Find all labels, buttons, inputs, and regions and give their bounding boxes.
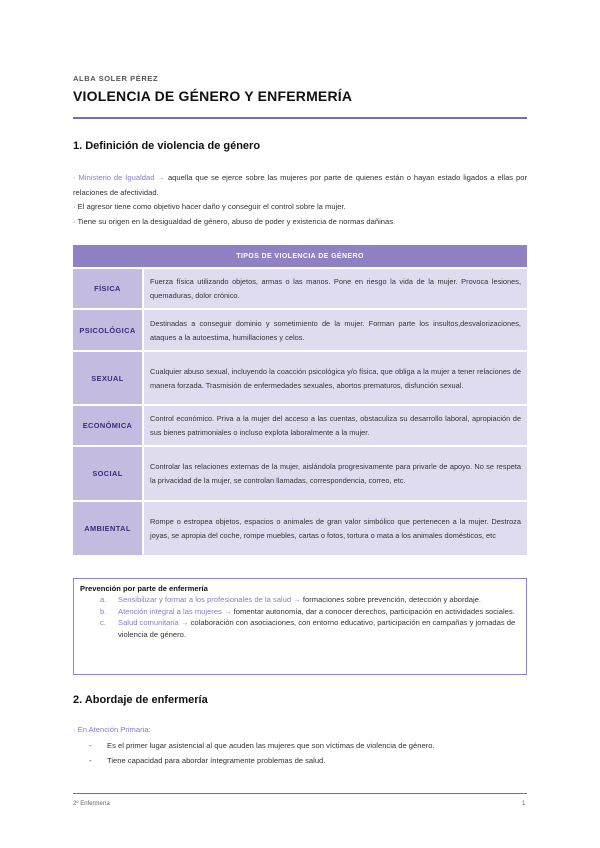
- category-cell: PSICOLÓGICA: [73, 310, 144, 350]
- description-text: Cualquier abuso sexual, incluyendo la coacción psicológica y/o física, que obliga a la mujer a tener relaciones de manera forzada. Trasmisión de enfermedades sexuales, abortos prematuros, disfunción sexual.: [150, 366, 521, 390]
- list-item: [73, 738, 527, 753]
- atencion-integral-link[interactable]: Atención integral a las mujeres →: [118, 606, 232, 616]
- bullet: ·: [73, 173, 79, 182]
- description-text: Control económico. Priva a la mujer del acceso a las cuentas, obstaculiza su desarrollo laboral, apropiación de sus bienes patrimoniales o incluso explota laboralmente a la mujer.: [150, 414, 521, 437]
- section-heading-abordaje: 2. Abordaje de enfermería: [73, 694, 208, 706]
- list-item: [80, 617, 520, 640]
- category-cell: FÍSICA: [73, 269, 144, 308]
- list-item-text: [118, 606, 515, 618]
- abordaje-list: [73, 738, 527, 768]
- table-row: [73, 447, 527, 502]
- table-header: TIPOS DE VIOLENCIA DE GÉNERO: [73, 245, 527, 269]
- description-cell: [144, 310, 527, 350]
- document-title: VIOLENCIA DE GÉNERO Y ENFERMERÍA: [73, 88, 353, 104]
- description-text: Destinadas a conseguir dominio y sometimiento de la mujer. Forman parte los insultos,desvalorizaciones, ataques a la autoestima, humillaciones y celos.: [150, 318, 521, 342]
- prevention-list: [80, 594, 520, 640]
- author-name: ALBA SOLER PÉREZ: [73, 74, 159, 83]
- title-divider: [73, 117, 527, 119]
- description-cell: [144, 352, 527, 404]
- category-cell: SOCIAL: [73, 447, 144, 500]
- list-marker: a.: [100, 595, 107, 604]
- salud-comunitaria-link[interactable]: Salud comunitaria →: [118, 618, 189, 627]
- list-item-text: Tiene capacidad para abordar íntegramente problemas de salud.: [107, 756, 326, 765]
- atencion-primaria-subheading: · En Atención Primaria:: [73, 725, 151, 734]
- table-row: [73, 352, 527, 406]
- list-item-text: Es el primer lugar asistencial al que acuden las mujeres que son víctimas de violencia de género.: [107, 741, 435, 750]
- category-cell: ECONÓMICA: [73, 406, 144, 445]
- aggressor-line: · El agresor tiene como objetivo hacer daño y conseguir el control sobre la mujer.: [73, 202, 346, 211]
- definition-line: [73, 171, 527, 200]
- list-item: [73, 753, 527, 768]
- origin-line: · Tiene su origen en la desigualdad de género, abuso de poder y existencia de normas dañinas.: [73, 216, 396, 226]
- footer-course: 2º Enfermería: [73, 801, 110, 807]
- prevention-box: [73, 578, 527, 675]
- section-heading-definition: 1. Definición de violencia de género: [73, 140, 261, 152]
- violence-types-table: [73, 245, 527, 557]
- list-marker: -: [89, 741, 92, 750]
- footer-divider: [73, 793, 527, 794]
- description-cell: [144, 269, 527, 308]
- description-cell: [144, 502, 527, 555]
- list-marker: b.: [100, 606, 107, 616]
- description-text: Fuerza física utilizando objetos, armas o las manos. Pone en riesgo la vida de la mujer. Provoca lesiones, quemaduras, dolor crónico.: [150, 277, 521, 300]
- table-row: [73, 502, 527, 557]
- list-item-text: [118, 594, 481, 606]
- description-text: Rompe o estropea objetos, espacios o animales de gran valor simbólico que pertenecen a la mujer. Destroza joyas, se apropia del coche, rompe muebles, cartas o fotos, tortura o mata a los animales domésticos, etc: [150, 517, 521, 540]
- definition-text: [73, 171, 527, 229]
- list-item: [80, 594, 520, 606]
- item-text: fomentar autonomía, dar a conocer derechos, participación en actividades sociales.: [231, 606, 515, 616]
- description-text: Controlar las relaciones externas de la mujer, aislándola progresivamente para privarle de apoyo. No se respeta la privacidad de la mujer, se controlan llamadas, correspondencia, correo, etc.: [150, 462, 521, 485]
- description-cell: [144, 447, 527, 500]
- list-marker: c.: [100, 618, 106, 627]
- abordaje-section: [73, 722, 527, 768]
- prevention-title: Prevención por parte de enfermería: [80, 584, 208, 593]
- table-row: [73, 310, 527, 352]
- item-text: formaciones sobre prevención, detección y abordaje.: [300, 595, 482, 604]
- page-number: 1: [522, 801, 526, 807]
- category-cell: SEXUAL: [73, 352, 144, 404]
- description-cell: [144, 406, 527, 445]
- ministerio-link[interactable]: Ministerio de Igualdad →: [78, 173, 165, 182]
- table-row: [73, 269, 527, 310]
- list-item: [80, 606, 520, 618]
- sensibilizar-link[interactable]: Sensibilizar y formar a los profesionales de la salud →: [118, 595, 301, 604]
- definition-line-text: aquella que se ejerce sobre las mujeres por parte de quienes están o hayan estado ligados a ellas por relaciones de afectividad.: [73, 173, 528, 197]
- list-marker: -: [89, 756, 92, 765]
- table-row: [73, 406, 527, 447]
- item-text: colaboración con asociaciones, con entorno educativo, participación en campañas y jornadas de violencia de género.: [118, 618, 516, 639]
- list-item-text: [118, 617, 520, 640]
- category-cell: AMBIENTAL: [73, 502, 144, 555]
